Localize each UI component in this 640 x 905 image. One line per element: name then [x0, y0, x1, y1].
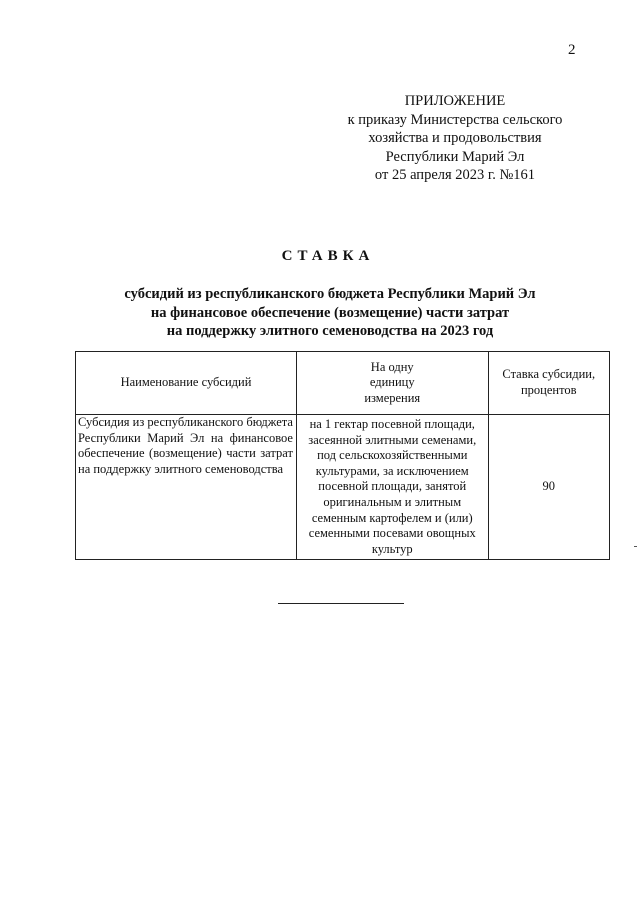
document-subtitle	[95, 285, 565, 341]
header-subsidy-name: Наименование субсидий	[76, 352, 297, 415]
scan-edge-mark	[634, 546, 637, 547]
appendix-block	[330, 92, 580, 185]
cell-unit: на 1 гектар посевной площади, засеянной элитными семенами, под сельскохозяйственными культурами, за исключением посевной площади, занятой оригинальным и элитным семенным картофелем и (или) семенными посевами овощных культур	[296, 415, 488, 560]
subsidy-name-text: Субсидия из республиканского бюджета Республики Марий Эл на финансовое обеспечение (возмещение) части затрат	[78, 415, 293, 461]
subtitle-line: на поддержку элитного семеноводства на 2023 год	[166, 323, 494, 339]
subtitle-line: субсидий из республиканского бюджета Республики Марий Эл	[124, 286, 536, 302]
header-rate-line: процентов	[520, 383, 577, 397]
header-rate	[488, 352, 609, 415]
cell-subsidy-name	[76, 415, 297, 560]
appendix-line: хозяйства и продовольствия	[368, 130, 542, 146]
subsidy-name-last-line: на поддержку элитного семеноводства	[78, 461, 284, 476]
document-title: СТАВКА	[281, 248, 375, 264]
header-unit-line: измерения	[364, 390, 421, 405]
appendix-date-line: от 25 апреля 2023 г. №161	[374, 167, 536, 183]
subsidy-rate-table	[75, 351, 610, 560]
cell-rate-value: 90	[488, 415, 609, 560]
header-rate-line: Ставка субсидии,	[502, 367, 596, 382]
table-header-row	[76, 352, 610, 415]
subtitle-line: на финансовое обеспечение (возмещение) части затрат	[150, 304, 510, 321]
appendix-line: к приказу Министерства сельского	[347, 111, 563, 128]
header-unit-line: единицу	[369, 375, 415, 390]
appendix-line: Республики Марий Эл	[385, 148, 525, 165]
page-number: 2	[568, 42, 576, 58]
header-unit-line: На одну	[370, 359, 414, 374]
appendix-heading: ПРИЛОЖЕНИЕ	[404, 93, 506, 109]
table-row	[76, 415, 610, 560]
header-unit	[296, 352, 488, 415]
end-divider-line	[278, 603, 404, 604]
